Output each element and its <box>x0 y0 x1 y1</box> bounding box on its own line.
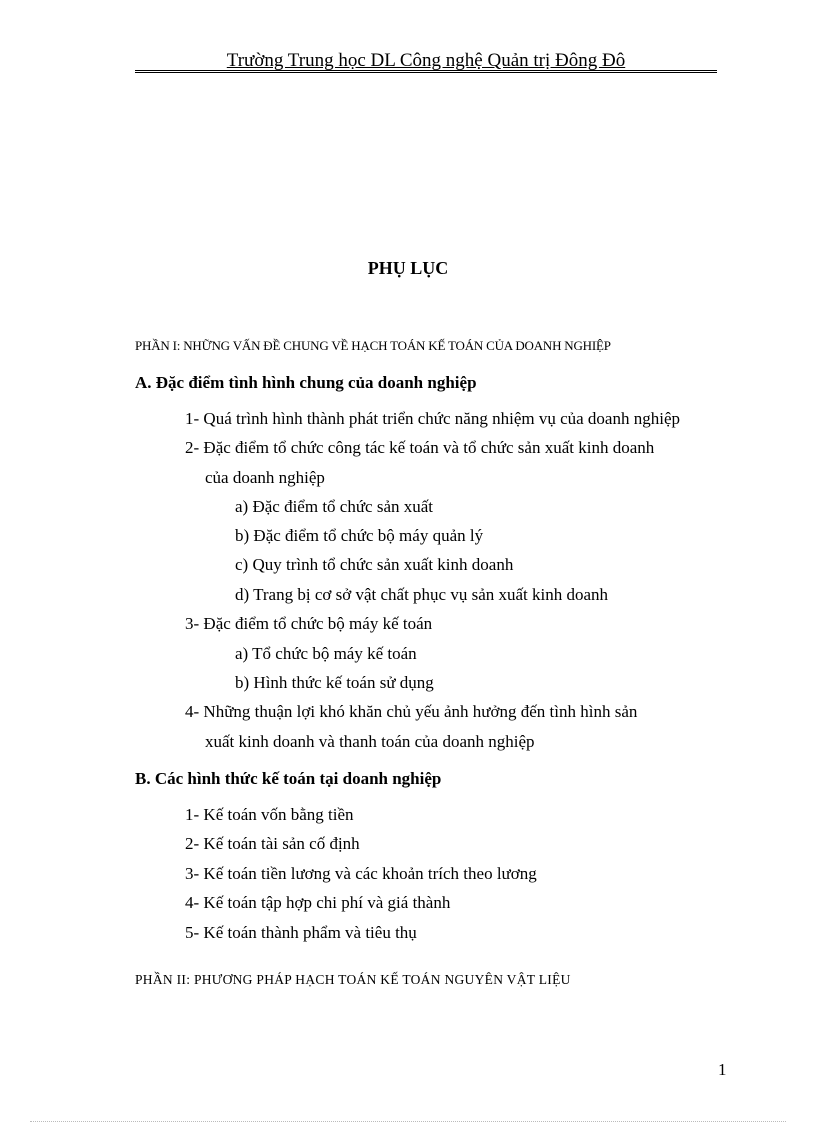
list-item: c) Quy trình tổ chức sản xuất kinh doanh <box>235 555 514 574</box>
section-a-heading: A. Đặc điểm tình hình chung của doanh nghiệp <box>135 373 477 392</box>
page-bottom-edge <box>30 1121 786 1122</box>
list-item: b) Hình thức kế toán sử dụng <box>235 673 434 692</box>
list-item: 4- Kế toán tập hợp chi phí và giá thành <box>185 893 451 912</box>
list-item: 2- Kế toán tài sản cố định <box>185 834 360 853</box>
list-item: 4- Những thuận lợi khó khăn chủ yếu ảnh hưởng đến tình hình sản <box>185 702 638 721</box>
section-b-heading: B. Các hình thức kế toán tại doanh nghiệp <box>135 769 442 788</box>
page-number: 1 <box>718 1060 727 1079</box>
list-item: 3- Đặc điểm tổ chức bộ máy kế toán <box>185 614 433 633</box>
list-item: 2- Đặc điểm tổ chức công tác kế toán và tổ chức sản xuất kinh doanh <box>185 438 655 457</box>
page-header <box>135 50 717 72</box>
list-item: 1- Quá trình hình thành phát triển chức năng nhiệm vụ của doanh nghiệp <box>185 409 681 428</box>
header-rule <box>135 70 717 73</box>
part1-heading: PHẦN I: NHỮNG VẤN ĐỀ CHUNG VỀ HẠCH TOÁN KẾ TOÁN CỦA DOANH NGHIỆP <box>135 338 611 353</box>
list-item: 3- Kế toán tiền lương và các khoản trích theo lương <box>185 864 537 883</box>
list-item: d) Trang bị cơ sở vật chất phục vụ sản xuất kinh doanh <box>235 585 609 604</box>
list-item: a) Đặc điểm tổ chức sản xuất <box>235 497 434 516</box>
list-item: xuất kinh doanh và thanh toán của doanh nghiệp <box>205 732 535 751</box>
list-item: của doanh nghiệp <box>205 468 325 487</box>
list-item: 1- Kế toán vốn bằng tiền <box>185 805 354 824</box>
part2-heading: PHẦN II: PHƯƠNG PHÁP HẠCH TOÁN KẾ TOÁN NGUYÊN VẬT LIỆU <box>135 972 571 987</box>
list-item: b) Đặc điểm tổ chức bộ máy quản lý <box>235 526 484 545</box>
list-item: a) Tổ chức bộ máy kế toán <box>235 644 417 663</box>
list-item: 5- Kế toán thành phẩm và tiêu thụ <box>185 923 417 942</box>
school-name: Trường Trung học DL Công nghệ Quản trị Đông Đô <box>226 50 626 71</box>
page-title: PHỤ LỤC <box>367 258 449 278</box>
